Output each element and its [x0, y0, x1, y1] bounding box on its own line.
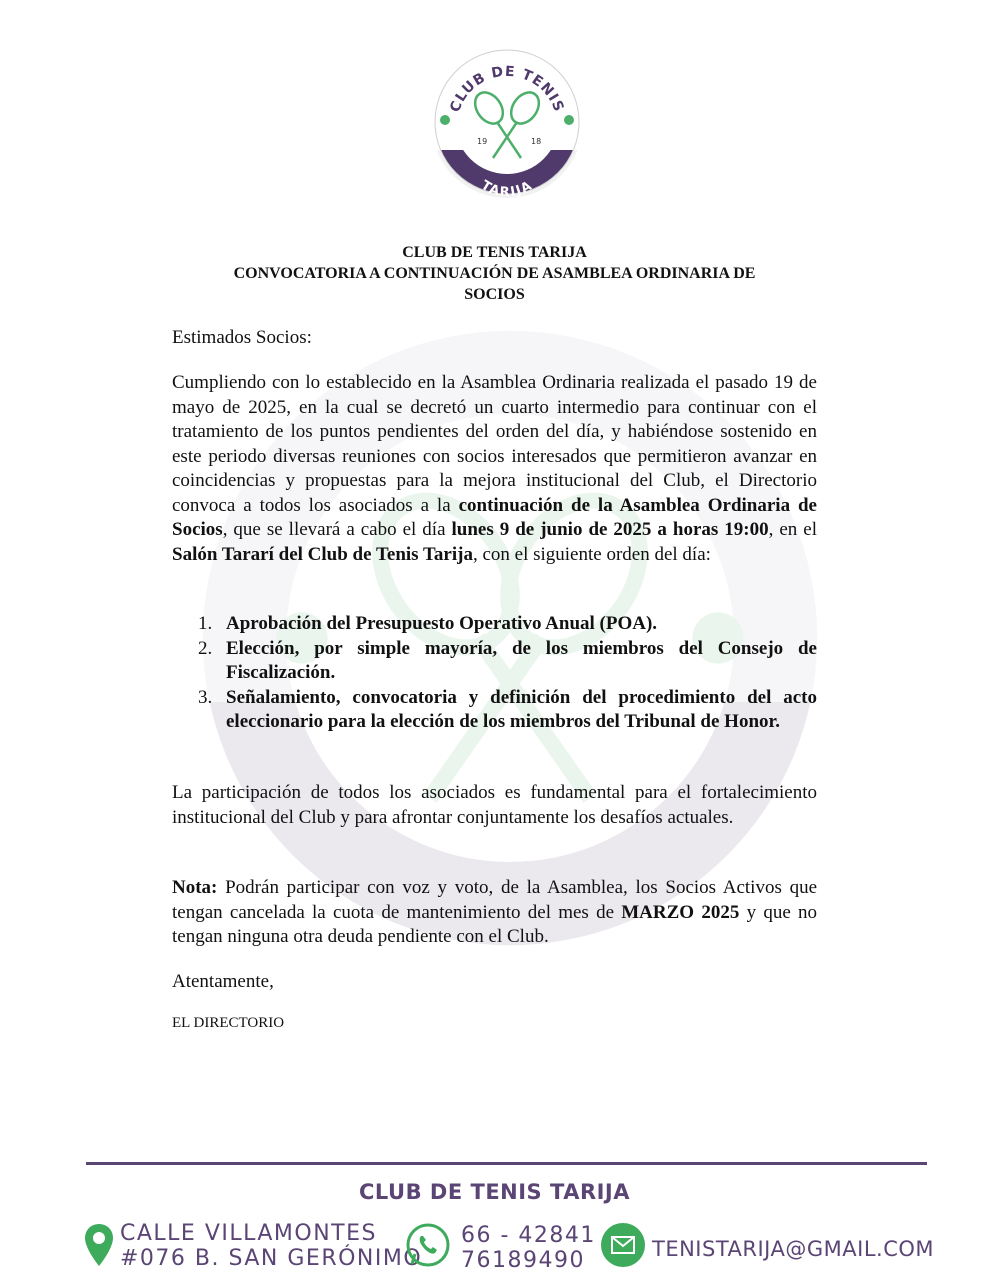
whatsapp-icon	[405, 1222, 451, 1268]
footer-address-line2: #076 B. SAN GERÓNIMO	[120, 1246, 423, 1271]
note-bold-month: MARZO 2025	[621, 901, 740, 923]
note-paragraph	[172, 876, 817, 950]
logo-year-right: 18	[531, 137, 542, 146]
footer-divider	[86, 1162, 927, 1165]
footer-phone-2: 76189490	[461, 1248, 585, 1273]
agenda-item	[172, 637, 817, 686]
agenda-number: 3.	[198, 686, 213, 708]
document-subtitle	[172, 263, 817, 305]
signature: EL DIRECTORIO	[172, 1015, 285, 1031]
logo-year-left: 19	[477, 137, 488, 146]
participation-paragraph: La participación de todos los asociados es fundamental para el fortalecimiento institucional del Club y para afrontar conjuntamente los desafíos actuales.	[172, 782, 817, 828]
p1-text-e: , en el	[768, 519, 817, 540]
main-paragraph	[172, 371, 817, 567]
agenda-item	[172, 686, 817, 735]
note-label: Nota:	[172, 877, 218, 898]
email-icon	[600, 1222, 646, 1268]
club-logo	[431, 42, 583, 202]
subtitle-line-2: SOCIOS	[464, 286, 525, 303]
p1-bold-date: lunes 9 de junio de 2025 a horas 19:00	[451, 519, 769, 540]
p1-text-g: , con el siguiente orden del día:	[472, 543, 711, 565]
footer-phone-1: 66 - 42841	[461, 1223, 596, 1248]
greeting: Estimados Socios:	[172, 327, 312, 348]
document-title: CLUB DE TENIS TARIJA	[402, 244, 587, 261]
agenda-text: Aprobación del Presupuesto Operativo Anual (POA).	[226, 613, 658, 634]
logo-bottom-text: TARIJA	[478, 177, 536, 201]
p1-text-a: Cumpliendo con lo establecido en la Asamblea Ordinaria realizada el pasado 19 de mayo de 2025, en la cual se decretó un cuarto intermedio para continuar con el tratamiento de los puntos pendientes del orden del día, y habiéndose sostenido en este periodo diversas reuniones con socios interesados que permitieron avanzar en coincidencias y propuestas para la mejora institucional del Club, el Directorio convoca a todos los asociados a la	[172, 372, 817, 516]
logo-top-text: CLUB DE TENIS	[447, 63, 567, 115]
p1-text-c: , que se llevará a cabo el día	[222, 519, 452, 540]
agenda-number: 1.	[198, 613, 213, 634]
agenda-number: 2.	[198, 637, 213, 659]
p1-bold-assembly: continuación de la Asamblea Ordinaria de Socios	[172, 494, 817, 540]
footer-club-name: CLUB DE TENIS TARIJA	[359, 1180, 630, 1204]
note-text-c: y que no tengan ninguna otra deuda pendiente con el Club.	[172, 901, 817, 947]
note-text-a: Podrán participar con voz y voto, de la Asamblea, los Socios Activos que tengan cancelada la cuota de mantenimiento del mes de	[172, 877, 817, 923]
agenda-text: Elección, por simple mayoría, de los miembros del Consejo de Fiscalización.	[226, 637, 817, 683]
subtitle-line-1: CONVOCATORIA A CONTINUACIÓN DE ASAMBLEA ORDINARIA DE	[233, 265, 756, 282]
p1-bold-venue: Salón Tararí del Club de Tenis Tarija	[172, 543, 473, 565]
closing: Atentamente,	[172, 971, 274, 992]
location-pin-icon	[83, 1222, 115, 1268]
agenda-item	[172, 612, 817, 637]
agenda-list	[172, 612, 817, 735]
footer-address-line1: CALLE VILLAMONTES	[120, 1221, 377, 1246]
footer-email[interactable]: TENISTARIJA@GMAIL.COM	[652, 1237, 935, 1261]
agenda-text: Señalamiento, convocatoria y definición del procedimiento del acto eleccionario para la elección de los miembros del Tribunal de Honor.	[226, 686, 817, 732]
